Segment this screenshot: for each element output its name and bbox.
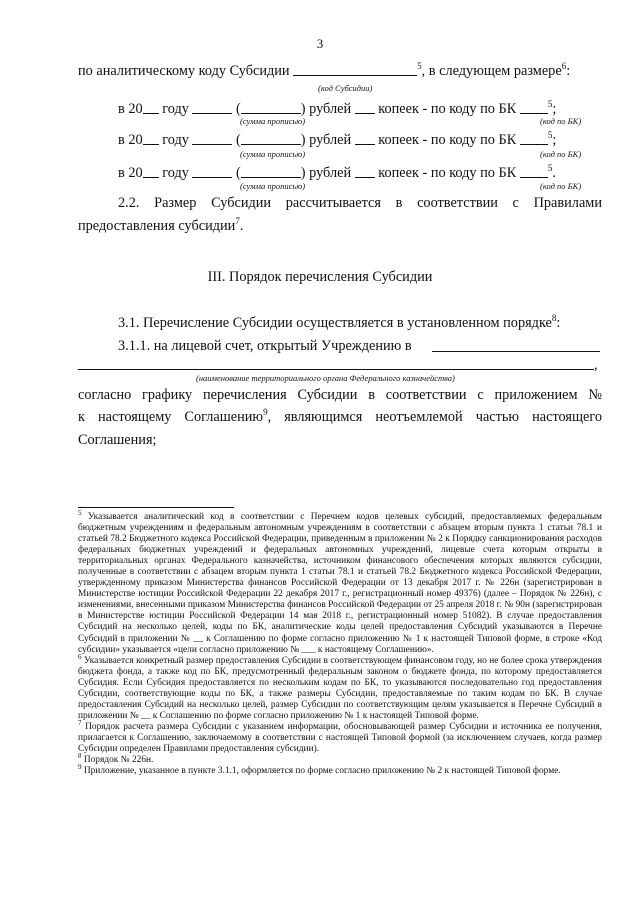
footnote-mark: 5 [78,509,82,517]
footnote-text: Указывается конкретный размер предоставления Субсидии в соответствующем финансовом году, но не более срока утверждения бюджета фонда, а также код по БК, предусмотренный федеральным законом о бюджете фонда, по которому предоставляется Субсидия. Если Субсидия предоставляется по нескольким кодам по БК, то указываются последовательно год предоставления Субсидии, соответствующие коды по БК, а также размеры Субсидии, предоставляемые по таким кодам по БК. В случае предоставления Субсидий на несколько целей, размер Субсидии по соответствующим целям указывается в Перечне Субсидий в приложении № __ к Соглашению по форме согласно приложению № 1 к настоящей Типовой форме. [78,655,602,721]
amount-row-3 [118,164,556,180]
amount-row-text: копеек - по коду по БК [374,165,520,181]
amount-row-blank [241,100,301,114]
amount-row-blank [143,100,159,114]
amount-row-text: ) рублей [300,165,355,181]
para-3-1-1-line-a: согласно графику перечисления Субсидии в соответствии с приложением № [78,387,602,403]
amount-row-blank [241,164,301,178]
para-3-1-1-line-1: 3.1.1. на лицевой счет, открытый Учреждению в [118,338,412,354]
amount-row-footnote-ref: 5 [547,163,553,173]
subsidy-code-line-text: по аналитическому коду Субсидии [78,63,294,79]
footnote-mark: 9 [78,763,82,772]
amount-row-blank [520,131,548,145]
amount-row-blank [520,100,548,114]
amount-row-footnote-ref: 5 [547,130,553,140]
footnote-text: Порядок расчета размера Субсидии с указанием информации, обосновывающей размер Субсидии и источника ее получения, прилагается к Соглашению, заключаемому в соответствии с настоящей Типовой формой (за исключением случаев, когда размер Субсидии определен Правилами предоставления субсидии). [78,721,602,754]
subsidy-code-caption: (код Субсидии) [318,83,373,93]
subsidy-code-line-blank [293,62,417,76]
amount-row-1 [118,100,556,116]
amount-row-text: ) рублей [300,132,355,148]
footnote-text: Порядок № 226н. [81,755,154,766]
footnote-text: Приложение, указанное в пункте 3.1.1, оформляется по форме согласно приложению № 2 к настоящей Типовой форме. [81,766,561,777]
amount-row-text: ( [232,165,241,181]
para-3-1-1-line-c: Соглашения; [78,432,157,448]
amount-row-text: ; [552,132,557,148]
treasury-blank-2 [78,369,594,370]
subsidy-code-line-footnote-ref: 5 [417,61,422,71]
amount-row-text: году [158,101,193,117]
amount-row-blank [520,164,548,178]
section-heading: III. Порядок перечисления Субсидии [207,269,433,285]
amount-row-blank [192,100,232,114]
amount-row-text: копеек - по коду по БК [374,132,520,148]
amount-row-text: копеек - по коду по БК [374,101,520,117]
footnote-mark: 6 [78,652,82,661]
amount-row-3-bk-caption: (код по БК) [540,181,582,191]
footnote-9 [78,763,602,777]
amount-row-blank [241,131,301,145]
subsidy-code-line-text: : [566,63,571,79]
subsidy-code-line-footnote-ref: 6 [561,61,567,71]
amount-row-text: году [158,132,193,148]
amount-row-blank [192,164,232,178]
para-2-2-line-1: 2.2. Размер Субсидии рассчитывается в соответствии с Правилами [118,195,602,211]
amount-row-text: в 20 [118,165,143,181]
treasury-blank-1 [432,351,600,352]
amount-row-text: ; [552,101,557,117]
amount-row-2 [118,131,556,147]
amount-row-blank [355,100,375,114]
page-number: 3 [316,36,324,51]
amount-row-blank [355,131,375,145]
amount-row-text: году [158,165,193,181]
amount-row-text: ( [232,101,241,117]
footnote-text: Указывается аналитический код в соответствии с Перечнем кодов целевых субсидий, предоставляемых федеральным бюджетным учреждениям и федеральным автономным учреждениям в соответствии с абзацем вторым пункта 1 статьи 78.1 и статьей 78.2 Бюджетного кодекса Российской Федерации, приведенным в приложении № 2 к Порядку санкционирования расходов федеральных бюджетных учреждений и федеральных автономных учреждений, лицевые счета которым открыты в территориальных органах Федерального казначейства, источником финансового обеспечения которых являются субсидии, полученные в соответствии с абзацем вторым пункта 1 статьи 78.1 и статьей 78.2 Бюджетного кодекса Российской Федерации, утвержденному приказом Министерства финансов Российской Федерации от 13 декабря 2017 г. № 226н (зарегистрирован в Министерстве юстиции Российской Федерации 22 декабря 2017 г., регистрационный номер 49376) (далее – Порядок № 226н), с изменениями, внесенными приказом Министерства финансов Российской Федерации от 25 апреля 2018 г. № 90н (зарегистрирован в Министерстве юстиции Российской Федерации 14 мая 2018 г., регистрационный номер 51082). В случае предоставления Субсидий на несколько целей, коды по БК, аналитические коды целей предоставления Субсидий указываются в Перечне Субсидий в приложении № __ к Соглашению по форме согласно приложению № 1 к настоящей Типовой форме, в строке «Код субсидии» указывается «цели согласно приложению № ___ к настоящему Соглашению». [78,512,602,655]
para-3-1: 3.1. Перечисление Субсидии осуществляется в установленном порядке$^8$: [118,313,561,331]
amount-row-blank [355,164,375,178]
subsidy-code-line-text: , в следующем размере [421,63,562,79]
amount-row-1-sum-caption: (сумма прописью) [240,116,306,126]
footnote-5 [78,509,602,656]
amount-row-blank [143,131,159,145]
amount-row-text: в 20 [118,132,143,148]
footnote-separator [78,507,234,508]
amount-row-2-sum-caption: (сумма прописью) [240,149,306,159]
amount-row-blank [192,131,232,145]
footnotes [78,509,602,777]
amount-row-1-bk-caption: (код по БК) [540,116,582,126]
amount-row-text: ) рублей [300,101,355,117]
footnote-mark: 8 [78,752,82,761]
amount-row-text: в 20 [118,101,143,117]
para-2-2-line-2: предоставления субсидии$^7$. [78,216,244,234]
amount-row-text: . [552,165,556,181]
amount-row-2-bk-caption: (код по БК) [540,149,582,159]
treasury-caption: (наименование территориального органа Федерального казначейства) [196,373,455,383]
footnote-8 [78,752,602,766]
subsidy-code-line [78,62,570,78]
para-3-1-1-line-b: к настоящему Соглашению$^9$, являющимся неотъемлемой частью настоящего [78,407,602,425]
footnote-mark: 7 [78,718,82,727]
treasury-blank-comma: , [594,357,598,373]
amount-row-3-sum-caption: (сумма прописью) [240,181,306,191]
amount-row-blank [143,164,159,178]
amount-row-footnote-ref: 5 [547,99,553,109]
footnote-7 [78,718,602,755]
amount-row-text: ( [232,132,241,148]
footnote-6 [78,652,602,722]
